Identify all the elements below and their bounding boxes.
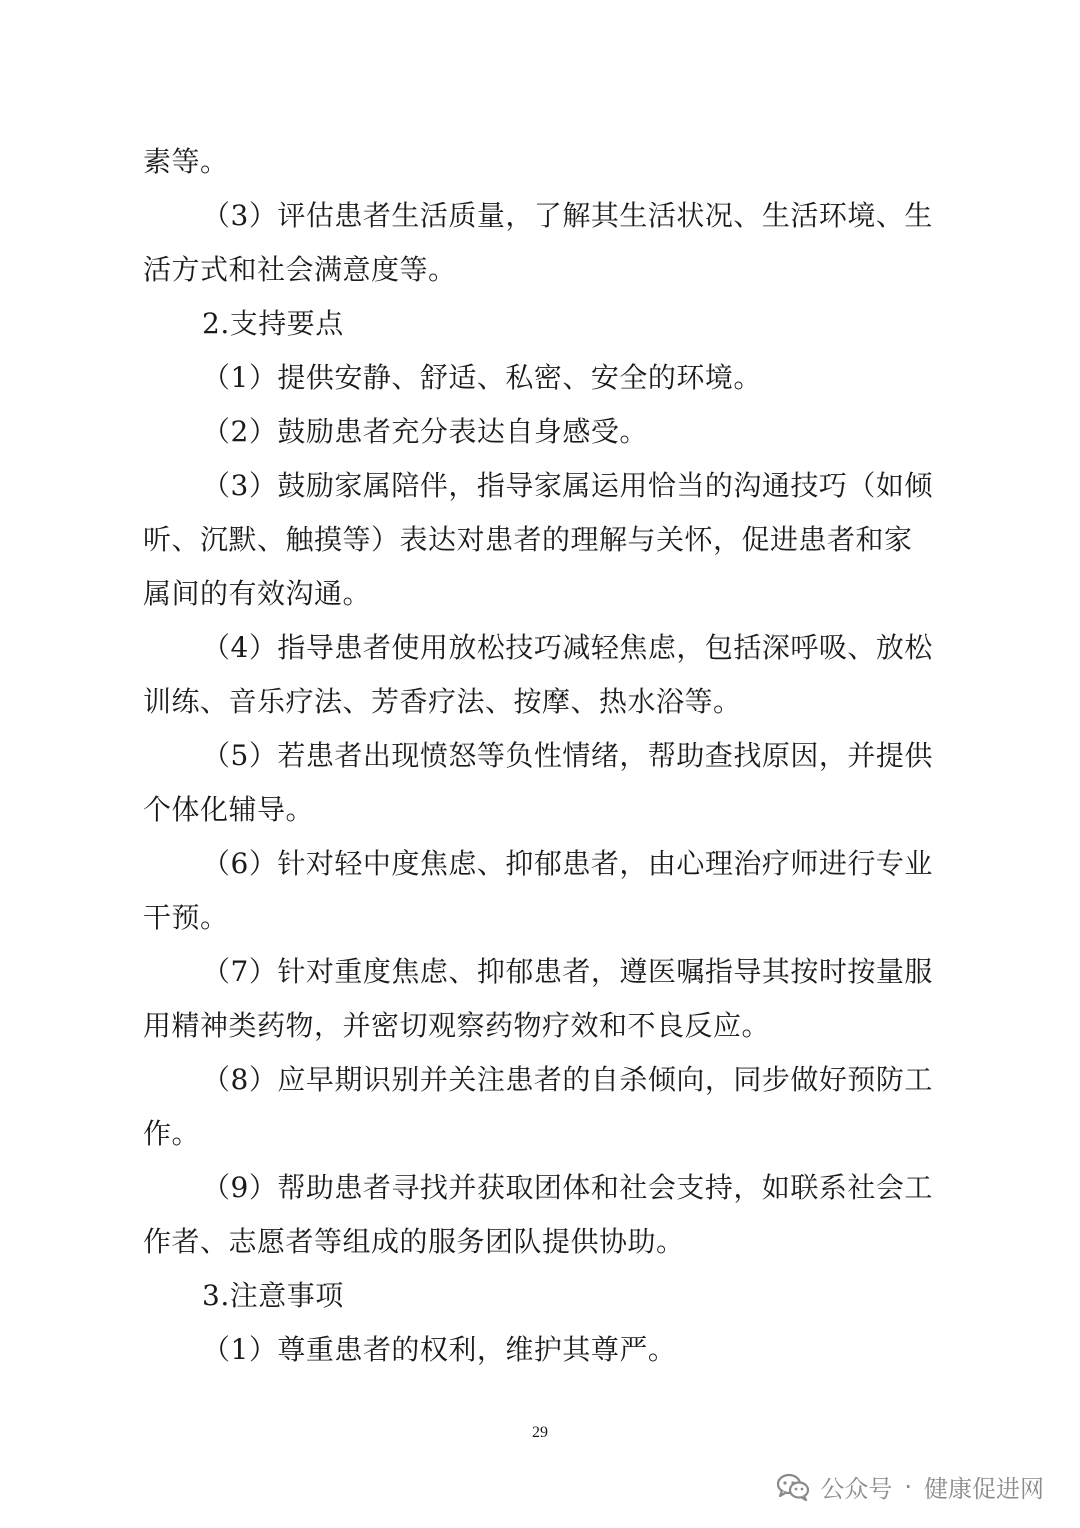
text-line: 属间的有效沟通。 <box>143 577 372 610</box>
text-line: 活方式和社会满意度等。 <box>143 253 457 286</box>
text-line: （9）帮助患者寻找并获取团体和社会支持，如联系社会工 <box>202 1171 933 1204</box>
text-line: （3）鼓励家属陪伴，指导家属运用恰当的沟通技巧（如倾 <box>202 469 933 502</box>
section-heading: 2.支持要点 <box>202 307 344 340</box>
text-line: 素等。 <box>143 145 229 178</box>
text-line: （8）应早期识别并关注患者的自杀倾向，同步做好预防工 <box>202 1063 933 1096</box>
text-line: （2）鼓励患者充分表达自身感受。 <box>202 415 648 448</box>
page-number: 29 <box>532 1424 548 1441</box>
text-line: （5）若患者出现愤怒等负性情绪，帮助查找原因，并提供 <box>202 739 933 772</box>
watermark-account: 健康促进网 <box>924 1475 1044 1503</box>
text-line: 干预。 <box>143 901 229 934</box>
text-line: 作。 <box>143 1117 201 1150</box>
text-line: （6）针对轻中度焦虑、抑郁患者，由心理治疗师进行专业 <box>202 847 933 880</box>
text-line: （7）针对重度焦虑、抑郁患者，遵医嘱指导其按时按量服 <box>202 955 933 988</box>
watermark-prefix: 公众号 <box>820 1475 893 1503</box>
text-line: 个体化辅导。 <box>143 793 315 826</box>
text-line: （1）尊重患者的权利，维护其尊严。 <box>202 1333 677 1366</box>
wechat-icon <box>776 1473 810 1501</box>
text-line: （4）指导患者使用放松技巧减轻焦虑，包括深呼吸、放松 <box>202 631 933 664</box>
text-line: 训练、音乐疗法、芳香疗法、按摩、热水浴等。 <box>143 685 742 718</box>
watermark-separator: · <box>904 1472 912 1501</box>
text-line: 作者、志愿者等组成的服务团队提供协助。 <box>143 1225 685 1258</box>
text-line: （3）评估患者生活质量，了解其生活状况、生活环境、生 <box>202 199 933 232</box>
section-heading: 3.注意事项 <box>202 1279 344 1312</box>
text-line: （1）提供安静、舒适、私密、安全的环境。 <box>202 361 762 394</box>
text-line: 用精神类药物，并密切观察药物疗效和不良反应。 <box>143 1009 771 1042</box>
text-line: 听、沉默、触摸等）表达对患者的理解与关怀，促进患者和家 <box>143 523 913 556</box>
watermark <box>776 1469 1044 1504</box>
